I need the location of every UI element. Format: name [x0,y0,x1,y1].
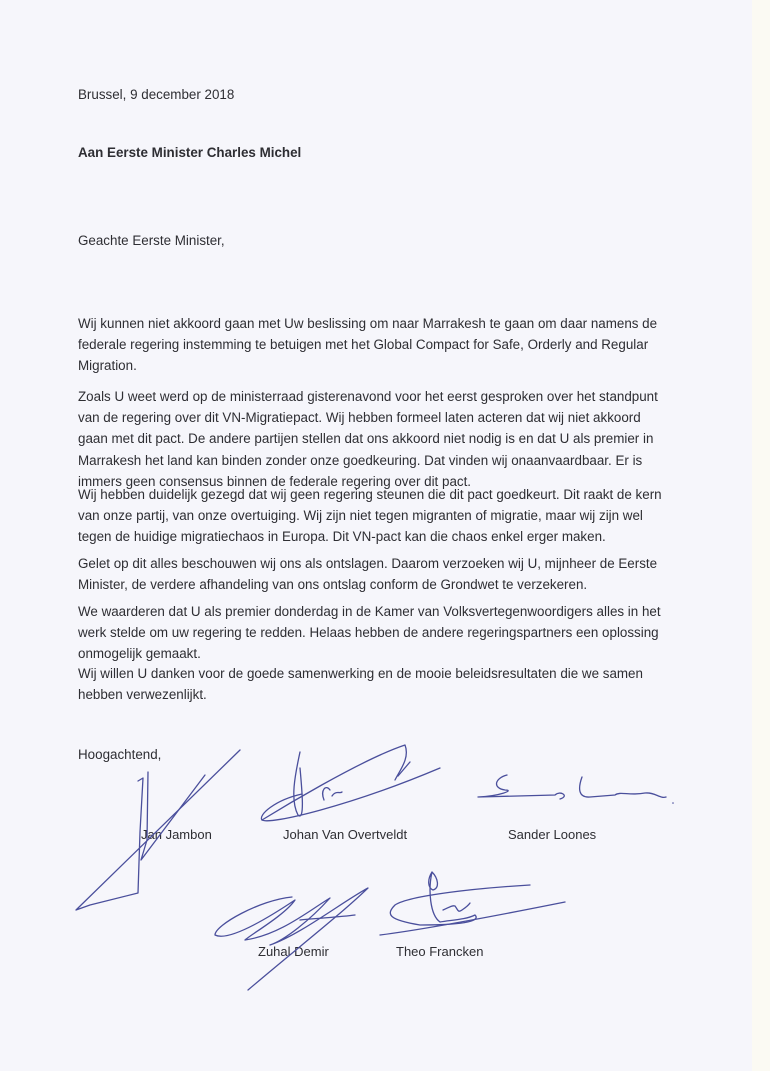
paragraph-line: gaan met dit pact. De andere partijen stellen dat ons akkoord niet nodig is en dat U als premier in [78,431,654,447]
paragraph-line: Wij kunnen niet akkoord gaan met Uw beslissing om naar Marrakesh te gaan om daar namens de [78,316,658,331]
paragraph-line: hebben verwezenlijkt. [78,687,207,703]
paragraph-line: van de regering over dit VN-Migratiepact. Wij hebben formeel laten acteren dat wij niet akkoord [78,410,641,426]
paragraph-line: We waarderen dat U als premier donderdag in de Kamer van Volksvertegenwoordigers alles in het [78,604,661,619]
paragraph-6 [78,663,718,705]
place-date: Brussel, 9 december 2018 [78,87,235,102]
paragraph-line: Marrakesh het land kan binden zonder onze goedkeuring. Dat vinden wij onaanvaardbaar. Er is [78,452,643,468]
paragraph-line: Zoals U weet werd op de ministerraad gisterenavond voor het eerst gesproken over het standpunt [78,389,658,404]
paragraph-5 [78,601,718,665]
paragraph-line: Minister, de verdere afhandeling van ons ontslag conform de Grondwet te verzekeren. [78,577,588,593]
paragraph-line: federale regering instemming te betuigen met het Global Compact for Safe, Orderly and Regular [78,337,649,353]
paragraph-line: Wij willen U danken voor de goede samenwerking en de mooie beleidsresultaten die we samen [78,666,643,681]
signatory-name-sander-loones: Sander Loones [508,827,597,842]
closing: Hoogachtend, [78,747,162,762]
paragraph-line: onmogelijk gemaakt. [78,646,201,662]
paragraph-line: immers geen consensus binnen de federale regering over dit pact. [78,473,472,489]
signatory-name-jan-jambon: Jan Jambon [141,827,212,842]
signatory-name-johan-van-overtveldt: Johan Van Overtveldt [283,827,408,842]
paragraph-2 [78,386,718,492]
paragraph-line: tegen de huidige migratiechaos in Europa. Dit VN-pact kan die chaos enkel erger maken. [78,529,606,545]
paragraph-line: Wij hebben duidelijk gezegd dat wij geen regering steunen die dit pact goedkeurt. Dit raakt de kern [78,487,662,502]
paragraph-line: Gelet op dit alles beschouwen wij ons als ontslagen. Daarom verzoeken wij U, mijnheer de Eerste [78,556,658,571]
paragraph-line: van onze partij, van onze overtuiging. Wij zijn niet tegen migranten of migratie, maar wij zijn wel [78,508,643,524]
scan-edge [752,0,770,1071]
signatory-name-theo-francken: Theo Francken [396,944,484,959]
signatory-name-zuhal-demir: Zuhal Demir [258,944,329,959]
addressee: Aan Eerste Minister Charles Michel [78,145,302,160]
paragraph-line: werk stelde om uw regering te redden. Helaas hebben de andere regeringspartners een oplossing [78,625,659,641]
salutation: Geachte Eerste Minister, [78,233,225,248]
paragraph-4 [78,553,718,595]
paragraph-1 [78,313,718,377]
paragraph-3 [78,484,718,548]
paragraph-line: Migration. [78,358,137,374]
